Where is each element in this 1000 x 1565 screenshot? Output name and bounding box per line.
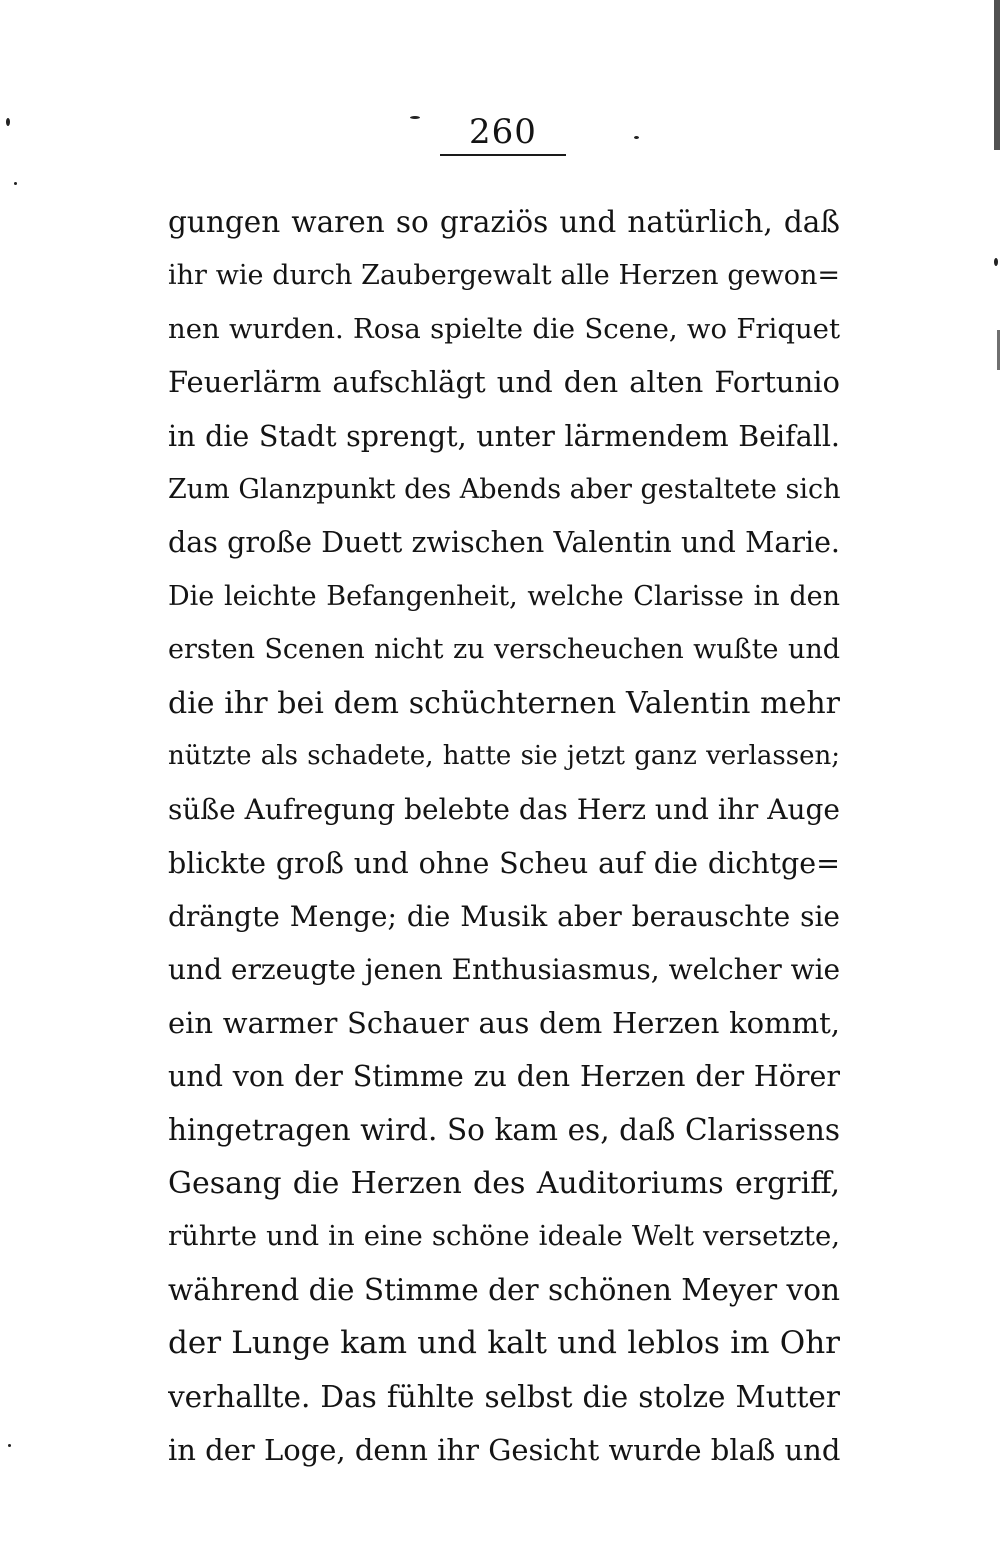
text-line: während die Stimme der schönen Meyer von [168, 1272, 840, 1307]
body-text [168, 196, 840, 1477]
text-line: Feuerlärm aufschlägt und den alten Fortunio [168, 365, 840, 400]
text-line: die ihr bei dem schüchternen Valentin mehr [168, 685, 840, 721]
page-edge-mark [994, 0, 1000, 150]
text-line: Gesang die Herzen des Auditoriums ergriff, [168, 1166, 840, 1202]
page-number-rule [440, 154, 566, 156]
scan-speck [994, 258, 998, 266]
page-number: 260 [469, 112, 537, 152]
text-line: in die Stadt sprengt, unter lärmendem Beifall. [168, 419, 840, 453]
scan-speck [6, 118, 10, 126]
text-line: nen wurden. Rosa spielte die Scene, wo Friquet [168, 312, 840, 345]
text-line: blickte groß und ohne Scheu auf die dichtge= [168, 846, 840, 880]
text-line: das große Duett zwischen Valentin und Marie. [168, 526, 840, 560]
text-line: und von der Stimme zu den Herzen der Hörer [168, 1060, 840, 1094]
text-line: drängte Menge; die Musik aber berauschte sie [168, 900, 840, 934]
text-line: der Lunge kam und kalt und leblos im Ohr [168, 1325, 840, 1362]
text-line: rührte und in eine schöne ideale Welt versetzte, [168, 1220, 840, 1253]
text-line: nützte als schadete, hatte sie jetzt ganz verlassen; [168, 740, 840, 771]
text-line: ein warmer Schauer aus dem Herzen kommt, [168, 1005, 840, 1040]
text-line: süße Aufregung belebte das Herz und ihr Auge [168, 793, 840, 827]
text-line: ersten Scenen nicht zu verscheuchen wußte und [168, 634, 840, 666]
scan-speck [634, 136, 639, 139]
text-line: Zum Glanzpunkt des Abends aber gestaltete sich [168, 473, 840, 505]
text-line: gungen waren so graziös und natürlich, daß [168, 205, 840, 239]
text-line: in der Loge, denn ihr Gesicht wurde blaß und [168, 1432, 840, 1467]
scan-speck [8, 1444, 11, 1447]
scan-speck [410, 116, 420, 119]
text-line: und erzeugte jenen Enthusiasmus, welcher wie [168, 953, 840, 987]
text-line: ihr wie durch Zaubergewalt alle Herzen gewon= [168, 260, 840, 292]
text-line: Die leichte Befangenheit, welche Clarisse in den [168, 580, 840, 612]
text-line: verhallte. Das fühlte selbst die stolze Mutter [168, 1379, 840, 1414]
scan-speck [14, 182, 17, 185]
text-line: hingetragen wird. So kam es, daß Clarissens [168, 1112, 840, 1147]
